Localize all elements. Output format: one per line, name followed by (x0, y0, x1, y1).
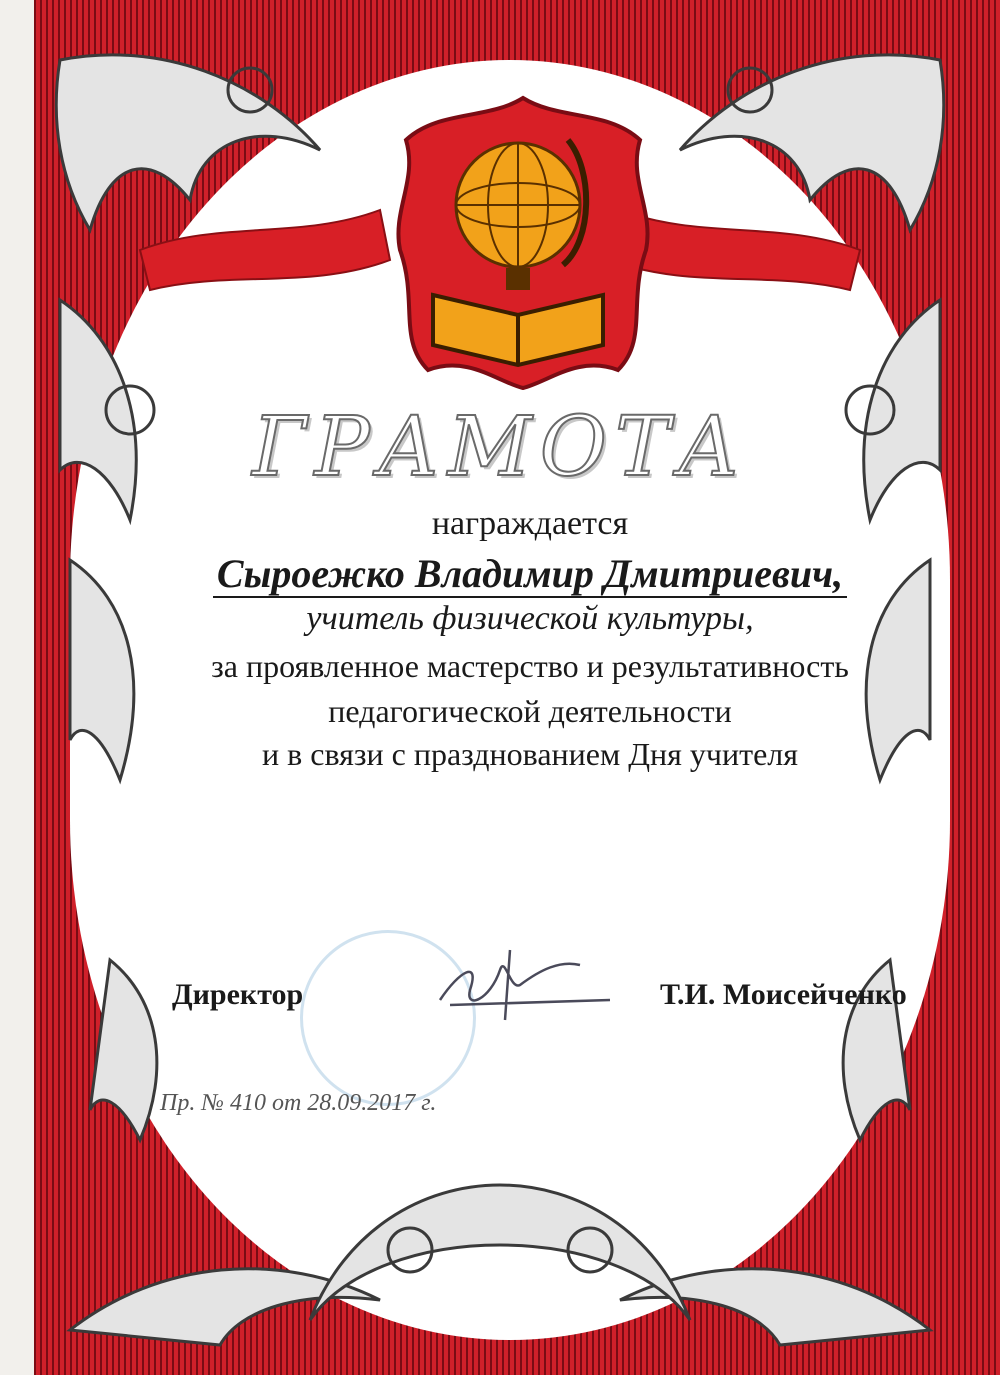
reason-line-1: за проявленное мастерство и результативность (211, 648, 849, 684)
certificate-title: ГРАМОТА (252, 400, 748, 495)
order-reference: Пр. № 410 от 28.09.2017 г. (160, 1090, 437, 1116)
handwritten-signature (420, 930, 620, 1030)
reason-line-2: педагогической деятельности (328, 693, 732, 729)
recipient-name: Сыроежко Владимир Дмитриевич, (213, 551, 847, 598)
recipient-name-line (120, 550, 940, 597)
reason-line-3: и в связи с празднованием Дня учителя (262, 736, 798, 772)
signatory-role: Директор (172, 978, 304, 1011)
certificate-title-block (0, 400, 1000, 495)
recipient-position: учитель физической культуры, (306, 600, 754, 637)
signatory-name: Т.И. Моисейченко (660, 978, 907, 1011)
awarded-label: награждается (431, 505, 629, 542)
globe-on-book-icon (378, 90, 668, 390)
